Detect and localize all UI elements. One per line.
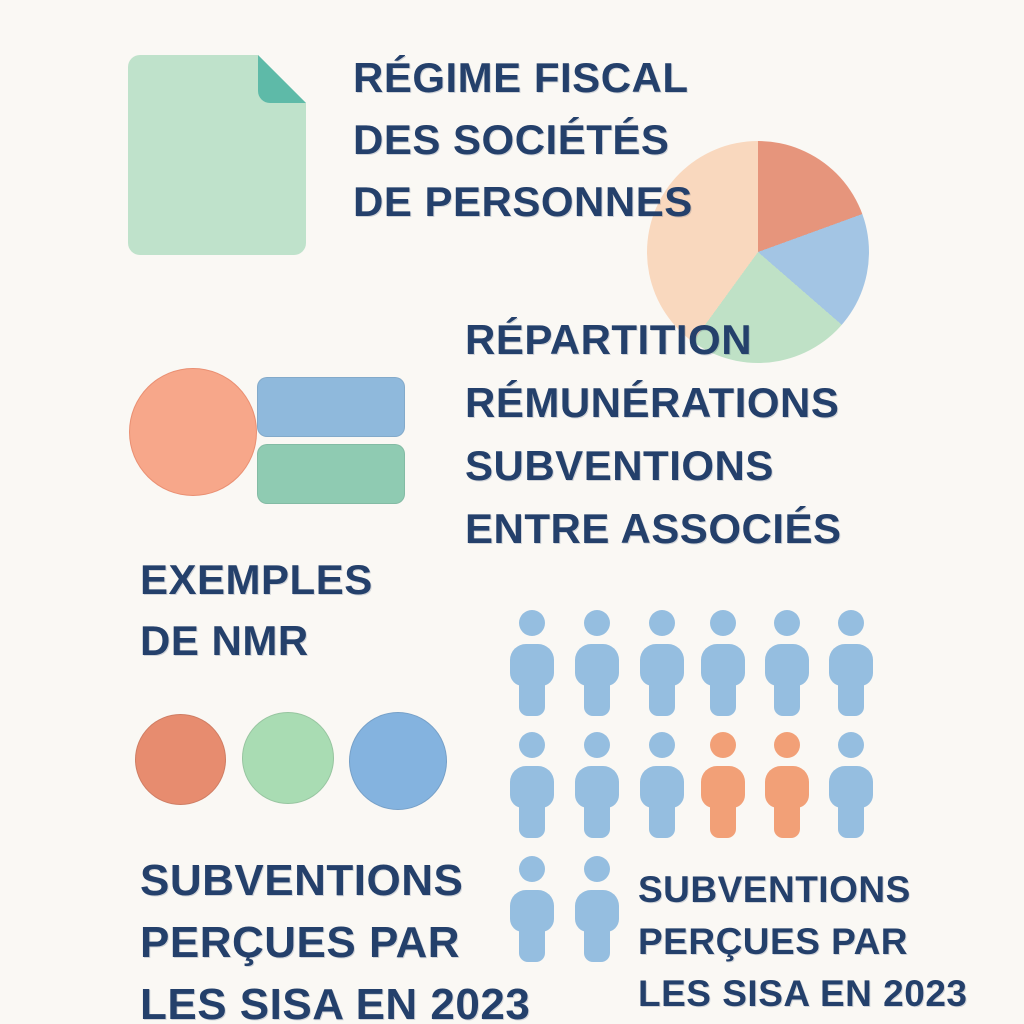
person-head <box>774 610 800 636</box>
bar-shape-blue <box>257 377 405 437</box>
dot-shape-orange <box>135 714 226 805</box>
person-icon <box>701 732 745 838</box>
person-legs <box>519 802 545 838</box>
person-head <box>519 732 545 758</box>
section-heading-subventions-right <box>638 864 968 1020</box>
heading-line: SUBVENTIONS <box>140 856 464 905</box>
heading-line: RÉPARTITION <box>465 316 753 363</box>
page-title <box>353 47 693 233</box>
person-icon <box>640 610 684 716</box>
person-legs <box>710 680 736 716</box>
person-icon <box>510 610 554 716</box>
document-fold-corner <box>258 55 306 103</box>
person-icon <box>829 732 873 838</box>
person-head <box>584 732 610 758</box>
person-legs <box>649 680 675 716</box>
section-heading-exemples <box>140 549 373 671</box>
person-icon <box>510 732 554 838</box>
section-heading-repartition <box>465 308 842 560</box>
person-legs <box>584 926 610 962</box>
title-line: DE PERSONNES <box>353 178 693 225</box>
heading-line: LES SISA EN 2023 <box>638 973 968 1014</box>
person-legs <box>584 802 610 838</box>
person-icon <box>765 610 809 716</box>
person-icon <box>765 732 809 838</box>
person-icon <box>829 610 873 716</box>
person-legs <box>710 802 736 838</box>
person-legs <box>774 680 800 716</box>
person-head <box>584 856 610 882</box>
person-head <box>649 732 675 758</box>
heading-line: LES SISA EN 2023 <box>140 980 531 1024</box>
person-icon <box>575 856 619 962</box>
person-icon <box>575 610 619 716</box>
person-head <box>710 732 736 758</box>
heading-line: EXEMPLES <box>140 556 373 603</box>
person-icon <box>575 732 619 838</box>
person-icon <box>640 732 684 838</box>
person-head <box>774 732 800 758</box>
person-legs <box>838 802 864 838</box>
document-icon <box>128 55 306 255</box>
bar-shape-green <box>257 444 405 504</box>
person-icon <box>701 610 745 716</box>
title-line: RÉGIME FISCAL <box>353 54 689 101</box>
heading-line: ENTRE ASSOCIÉS <box>465 505 842 552</box>
person-head <box>838 732 864 758</box>
heading-line: SUBVENTIONS <box>638 869 911 910</box>
heading-line: RÉMUNÉRATIONS <box>465 379 840 426</box>
title-line: DES SOCIÉTÉS <box>353 116 670 163</box>
person-head <box>649 610 675 636</box>
person-head <box>584 610 610 636</box>
heading-line: SUBVENTIONS <box>465 442 774 489</box>
person-head <box>519 610 545 636</box>
person-legs <box>519 680 545 716</box>
person-legs <box>584 680 610 716</box>
person-legs <box>774 802 800 838</box>
heading-line: PERÇUES PAR <box>638 921 909 962</box>
section-heading-subventions-left <box>140 850 530 1024</box>
person-head <box>838 610 864 636</box>
dot-shape-green <box>242 712 334 804</box>
person-legs <box>649 802 675 838</box>
heading-line: DE NMR <box>140 617 309 664</box>
person-legs <box>838 680 864 716</box>
dot-shape-blue <box>349 712 447 810</box>
circle-shape-salmon <box>129 368 257 496</box>
person-head <box>710 610 736 636</box>
heading-line: PERÇUES PAR <box>140 918 461 967</box>
